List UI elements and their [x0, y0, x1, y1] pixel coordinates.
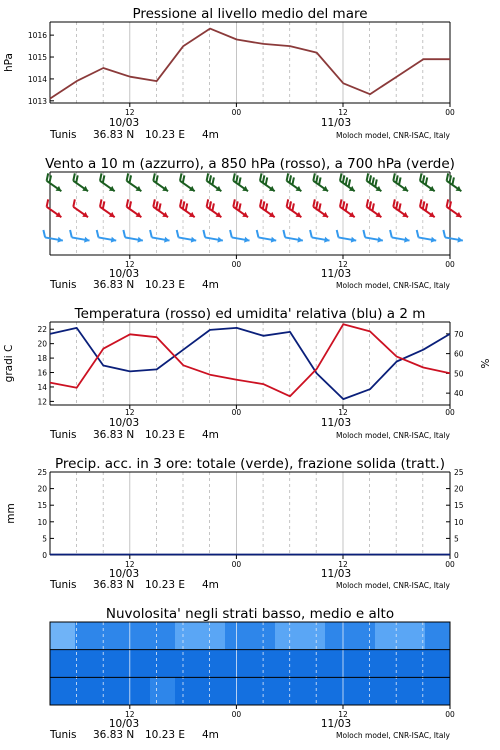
- location-lon: 10.23 E: [145, 279, 186, 291]
- pressure-series-line: [50, 29, 450, 99]
- barb-flag: [42, 230, 46, 237]
- x-tick-label: 00: [445, 260, 455, 269]
- cloud-cell-medio: [175, 650, 200, 678]
- chart-title: Vento a 10 m (azzurro), a 850 hPa (rosso), a 700 hPa (verde): [45, 156, 455, 172]
- cloud-cell-basso: [350, 677, 375, 705]
- wind-barb-10m: [255, 230, 277, 243]
- date-label: 10/03: [108, 718, 140, 730]
- barb-flag: [282, 230, 286, 237]
- wind-barb-850hpa: [96, 199, 119, 219]
- cloud-cell-alto: [300, 622, 325, 650]
- y-tick-label: 1013: [27, 96, 47, 106]
- wind-barb-700hpa: [96, 173, 119, 193]
- location-lat: 36.83 N: [93, 279, 135, 291]
- barb-flag: [69, 230, 73, 237]
- cloud-cell-basso: [275, 677, 300, 705]
- y-axis-label: %: [480, 358, 492, 369]
- location-elev: 4m: [202, 129, 219, 141]
- temperature-series-line: [50, 324, 450, 396]
- wind-barb-700hpa: [122, 173, 145, 193]
- barb-flag: [122, 230, 126, 237]
- wind-barb-700hpa: [149, 173, 172, 193]
- location-lon: 10.23 E: [145, 729, 186, 741]
- wind-barb-10m: [308, 230, 330, 243]
- location-lat: 36.83 N: [93, 729, 135, 741]
- wind-barb-850hpa: [229, 199, 252, 219]
- y-tick-label: 10: [37, 517, 47, 527]
- wind-barb-700hpa: [362, 173, 385, 193]
- cloud-cell-alto: [175, 622, 200, 650]
- x-tick-label: 12: [338, 108, 348, 117]
- cloud-cell-alto: [275, 622, 300, 650]
- cloud-cell-alto: [100, 622, 125, 650]
- y-tick-label: 60: [454, 349, 464, 359]
- x-tick-label: 00: [231, 710, 242, 719]
- location-lat: 36.83 N: [93, 579, 135, 591]
- cloud-cell-medio: [325, 650, 350, 678]
- cloud-cell-medio: [275, 650, 300, 678]
- barb-flag: [256, 230, 260, 237]
- y-tick-label: 15: [454, 501, 464, 511]
- x-tick-label: 12: [338, 408, 348, 417]
- model-credit: Moloch model, CNR-ISAC, Italy: [336, 731, 450, 740]
- model-credit: Moloch model, CNR-ISAC, Italy: [336, 431, 450, 440]
- date-label: 11/03: [320, 568, 352, 580]
- cloud-cell-medio: [425, 650, 450, 678]
- wind-barb-700hpa: [229, 173, 252, 193]
- y-tick-label: 20: [454, 484, 464, 494]
- wind-barb-850hpa: [282, 199, 305, 219]
- model-credit: Moloch model, CNR-ISAC, Italy: [336, 131, 450, 140]
- x-tick-label: 00: [445, 408, 455, 417]
- wind-barb-10m: [335, 230, 357, 243]
- cloud-cell-basso: [175, 677, 200, 705]
- barb-flag: [309, 230, 313, 237]
- location-elev: 4m: [202, 279, 219, 291]
- barb-flag: [96, 230, 100, 237]
- wind-barb-850hpa: [176, 199, 199, 219]
- y-tick-label: 12: [37, 397, 47, 407]
- wind-barb-10m: [442, 230, 464, 243]
- cloud-cell-basso: [125, 677, 150, 705]
- date-label: 11/03: [320, 268, 352, 280]
- y-tick-label: 1016: [27, 31, 47, 41]
- wind-barb-850hpa: [69, 199, 92, 219]
- y-tick-label: 1015: [27, 53, 47, 63]
- y-tick-label: 22: [37, 325, 47, 335]
- cloud-cell-alto: [50, 622, 75, 650]
- date-label: 11/03: [320, 417, 352, 429]
- location-lon: 10.23 E: [145, 429, 186, 441]
- wind-barb-850hpa: [416, 199, 439, 219]
- x-tick-label: 12: [125, 408, 135, 417]
- wind-barb-700hpa: [69, 173, 92, 193]
- cloud-cell-medio: [75, 650, 100, 678]
- cloud-cell-alto: [425, 622, 450, 650]
- barb-flag: [416, 230, 420, 237]
- y-tick-label: 25: [454, 468, 464, 477]
- y-axis-label: gradi C: [3, 344, 15, 383]
- cloud-cell-medio: [200, 650, 225, 678]
- wind-barb-10m: [148, 230, 170, 243]
- location-city: Tunis: [50, 129, 77, 141]
- wind-barb-10m: [282, 230, 304, 243]
- x-tick-label: 00: [231, 108, 242, 117]
- x-tick-label: 00: [445, 560, 455, 569]
- x-tick-label: 00: [445, 710, 455, 719]
- cloud-cell-alto: [150, 622, 175, 650]
- wind-barb-10m: [68, 230, 90, 243]
- barb-flag: [336, 230, 340, 237]
- chart-title: Temperatura (rosso) ed umidita' relativa (blu) a 2 m: [74, 306, 426, 322]
- cloud-cell-medio: [100, 650, 125, 678]
- wind-barb-10m: [122, 230, 144, 243]
- date-label: 10/03: [108, 117, 140, 129]
- chart-title: Nuvolosita' negli strati basso, medio e alto: [105, 606, 395, 622]
- y-tick-label: 15: [37, 501, 47, 511]
- y-axis-label: hPa: [3, 53, 15, 72]
- cloud-cell-alto: [75, 622, 100, 650]
- x-tick-label: 12: [125, 260, 135, 269]
- wind-barb-700hpa: [282, 173, 305, 193]
- location-city: Tunis: [50, 429, 77, 441]
- x-tick-label: 00: [231, 260, 242, 269]
- cloud-cell-basso: [50, 677, 75, 705]
- wind-barb-10m: [202, 230, 224, 243]
- location-elev: 4m: [202, 729, 219, 741]
- y-tick-label: 5: [42, 534, 47, 544]
- cloud-cell-medio: [50, 650, 75, 678]
- cloud-cell-medio: [125, 650, 150, 678]
- x-tick-label: 00: [231, 408, 242, 417]
- wind-barb-700hpa: [442, 173, 465, 193]
- wind-barb-700hpa: [176, 173, 199, 193]
- cloud-cell-alto: [400, 622, 425, 650]
- y-tick-label: 20: [37, 339, 47, 349]
- x-tick-label: 12: [125, 108, 135, 117]
- wind-barb-700hpa: [336, 173, 359, 193]
- y-tick-label: 40: [454, 389, 464, 399]
- y-tick-label: 16: [37, 368, 47, 378]
- x-tick-label: 12: [338, 560, 348, 569]
- x-tick-label: 12: [125, 560, 135, 569]
- wind-barb-850hpa: [309, 199, 332, 219]
- cloud-cell-medio: [300, 650, 325, 678]
- wind-barb-700hpa: [42, 173, 65, 193]
- cloud-cell-basso: [425, 677, 450, 705]
- y-tick-label: 5: [454, 534, 459, 544]
- cloud-cell-basso: [200, 677, 225, 705]
- wind-barb-700hpa: [416, 173, 439, 193]
- y-tick-label: 0: [42, 551, 47, 560]
- date-label: 10/03: [108, 417, 140, 429]
- location-lon: 10.23 E: [145, 579, 186, 591]
- wind-barb-850hpa: [149, 199, 172, 219]
- cloud-cell-basso: [325, 677, 350, 705]
- barb-flag: [442, 230, 446, 237]
- y-tick-label: 20: [37, 484, 47, 494]
- cloud-cell-alto: [125, 622, 150, 650]
- cloud-cell-basso: [100, 677, 125, 705]
- y-tick-label: 14: [37, 382, 47, 392]
- wind-barb-850hpa: [362, 199, 385, 219]
- barb-flag: [389, 230, 393, 237]
- date-label: 11/03: [320, 718, 352, 730]
- model-credit: Moloch model, CNR-ISAC, Italy: [336, 581, 450, 590]
- location-city: Tunis: [50, 579, 77, 591]
- cloud-cell-alto: [325, 622, 350, 650]
- barb-flag: [362, 230, 366, 237]
- wind-barb-10m: [95, 230, 117, 243]
- location-city: Tunis: [50, 279, 77, 291]
- location-elev: 4m: [202, 579, 219, 591]
- wind-barb-850hpa: [42, 199, 65, 219]
- wind-barb-10m: [388, 230, 410, 243]
- location-lat: 36.83 N: [93, 129, 135, 141]
- wind-barb-10m: [175, 230, 197, 243]
- y-tick-label: 1014: [27, 74, 47, 84]
- location-elev: 4m: [202, 429, 219, 441]
- cloud-cell-medio: [225, 650, 250, 678]
- wind-barb-850hpa: [256, 199, 279, 219]
- barb-flag: [149, 230, 153, 237]
- cloud-cell-basso: [400, 677, 425, 705]
- y-tick-label: 50: [454, 369, 464, 379]
- wind-barb-10m: [42, 230, 64, 243]
- date-label: 10/03: [108, 568, 140, 580]
- cloud-cell-basso: [150, 677, 175, 705]
- x-tick-label: 12: [125, 710, 135, 719]
- wind-barb-700hpa: [256, 173, 279, 193]
- cloud-cell-basso: [75, 677, 100, 705]
- wind-barb-850hpa: [336, 199, 359, 219]
- wind-barb-850hpa: [202, 199, 225, 219]
- x-tick-label: 00: [231, 560, 242, 569]
- wind-barb-10m: [415, 230, 437, 243]
- wind-barb-700hpa: [309, 173, 332, 193]
- barb-flag: [202, 230, 206, 237]
- y-tick-label: 10: [454, 517, 464, 527]
- cloud-cell-alto: [225, 622, 250, 650]
- cloud-cell-medio: [350, 650, 375, 678]
- location-lon: 10.23 E: [145, 129, 186, 141]
- wind-barb-10m: [362, 230, 384, 243]
- cloud-cell-basso: [225, 677, 250, 705]
- y-tick-label: 0: [454, 551, 459, 560]
- cloud-cell-basso: [300, 677, 325, 705]
- date-label: 11/03: [320, 117, 352, 129]
- humidity-series-line: [50, 328, 450, 399]
- y-axis-label: mm: [5, 503, 17, 524]
- cloud-cell-medio: [400, 650, 425, 678]
- y-tick-label: 70: [454, 329, 464, 339]
- cloud-cell-alto: [200, 622, 225, 650]
- cloud-cell-alto: [350, 622, 375, 650]
- cloud-cell-medio: [150, 650, 175, 678]
- date-label: 10/03: [108, 268, 140, 280]
- y-tick-label: 25: [37, 468, 47, 477]
- wind-barb-850hpa: [122, 199, 145, 219]
- location-lat: 36.83 N: [93, 429, 135, 441]
- chart-title: Precip. acc. in 3 ore: totale (verde), frazione solida (tratt.): [55, 456, 445, 472]
- wind-barb-10m: [228, 230, 250, 243]
- x-tick-label: 00: [445, 108, 455, 117]
- x-tick-label: 12: [338, 260, 348, 269]
- wind-barb-700hpa: [202, 173, 225, 193]
- barb-flag: [176, 230, 180, 237]
- model-credit: Moloch model, CNR-ISAC, Italy: [336, 281, 450, 290]
- y-tick-label: 18: [37, 354, 47, 364]
- wind-barb-850hpa: [442, 199, 465, 219]
- barb-flag: [229, 230, 233, 237]
- wind-barb-850hpa: [389, 199, 412, 219]
- wind-barb-700hpa: [389, 173, 412, 193]
- location-city: Tunis: [50, 729, 77, 741]
- x-tick-label: 12: [338, 710, 348, 719]
- chart-title: Pressione al livello medio del mare: [132, 6, 368, 22]
